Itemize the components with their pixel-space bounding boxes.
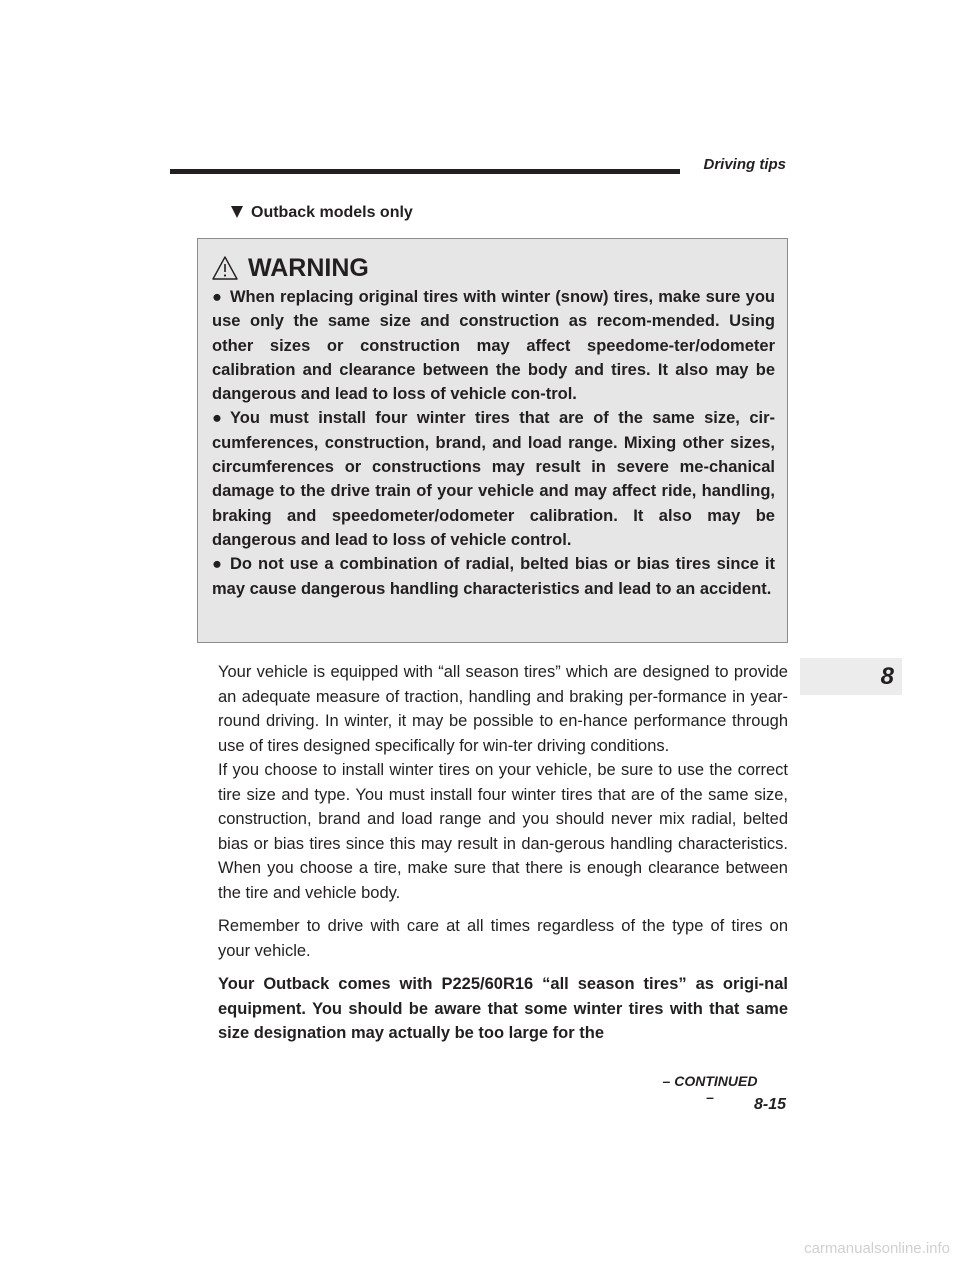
watermark: carmanualsonline.info [804,1240,950,1257]
warning-bullet-text: Do not use a combination of radial, belted bias or bias tires since it may cause dangerous handling characteristics and lead to an accident. [212,555,775,598]
paragraph: If you choose to install winter tires on your vehicle, be sure to use the correct tire size and type. You must install four winter tires that are of the same size, construction, brand and load range and you should never mix radial, belted bias or bias tires since this may result in dan-gerous handling characteristics. When you choose a tire, make sure that there is enough clearance between the tire and vehicle body. [218,761,788,902]
warning-bullet [212,406,775,552]
bullet-dot: ● [212,409,222,428]
body-text [218,660,788,1055]
bullet-dot: ● [212,555,222,574]
section-title: Driving tips [703,156,786,173]
paragraph-bold: Your Outback comes with P225/60R16 “all season tires” as origi-nal equipment. You should be aware that some winter tires with that same size designation may actually be too large for the [218,975,788,1042]
warning-header [212,251,775,281]
warning-box [197,238,788,643]
chapter-number: 8 [880,663,894,690]
warning-bullet [212,552,775,601]
header-rule [170,169,680,174]
chapter-tab [800,658,902,695]
paragraph: Remember to drive with care at all times regardless of the type of tires on your vehicle. [218,917,788,960]
down-triangle-icon [231,206,243,218]
warning-bullet [212,285,775,406]
subheading-text: Outback models only [251,204,413,221]
warning-title: WARNING [248,254,369,282]
subheading [231,204,413,222]
warning-bullet-text: You must install four winter tires that are of the same size, cir-cumferences, construction, brand, and load range. Mixing other sizes, circumferences or constructions may result in severe me-chanical damage to the drive train of your vehicle and may affect ride, handling, braking and speedometer/odometer calibration. It also may be dangerous and lead to loss of vehicle control. [212,409,775,549]
warning-triangle-icon [212,255,238,281]
warning-bullet-text: When replacing original tires with winter (snow) tires, make sure you use only the same size and construction as recom-mended. Using other sizes or construction may affect speedome-ter/odometer calibration and clearance between the body and tires. It also may be dangerous and lead to loss of vehicle con-trol. [212,288,775,404]
page-number: 8-15 [753,1096,786,1113]
bullet-dot: ● [212,288,222,306]
paragraph: Your vehicle is equipped with “all season tires” which are designed to provide an adequate measure of traction, handling and braking per-formance in year-round driving. In winter, it may be possible to en-hance performance through use of tires designed specifically for win-ter driving conditions. [218,663,788,755]
continued-label: – CONTINUED – [662,1073,758,1105]
warning-text [212,285,775,601]
